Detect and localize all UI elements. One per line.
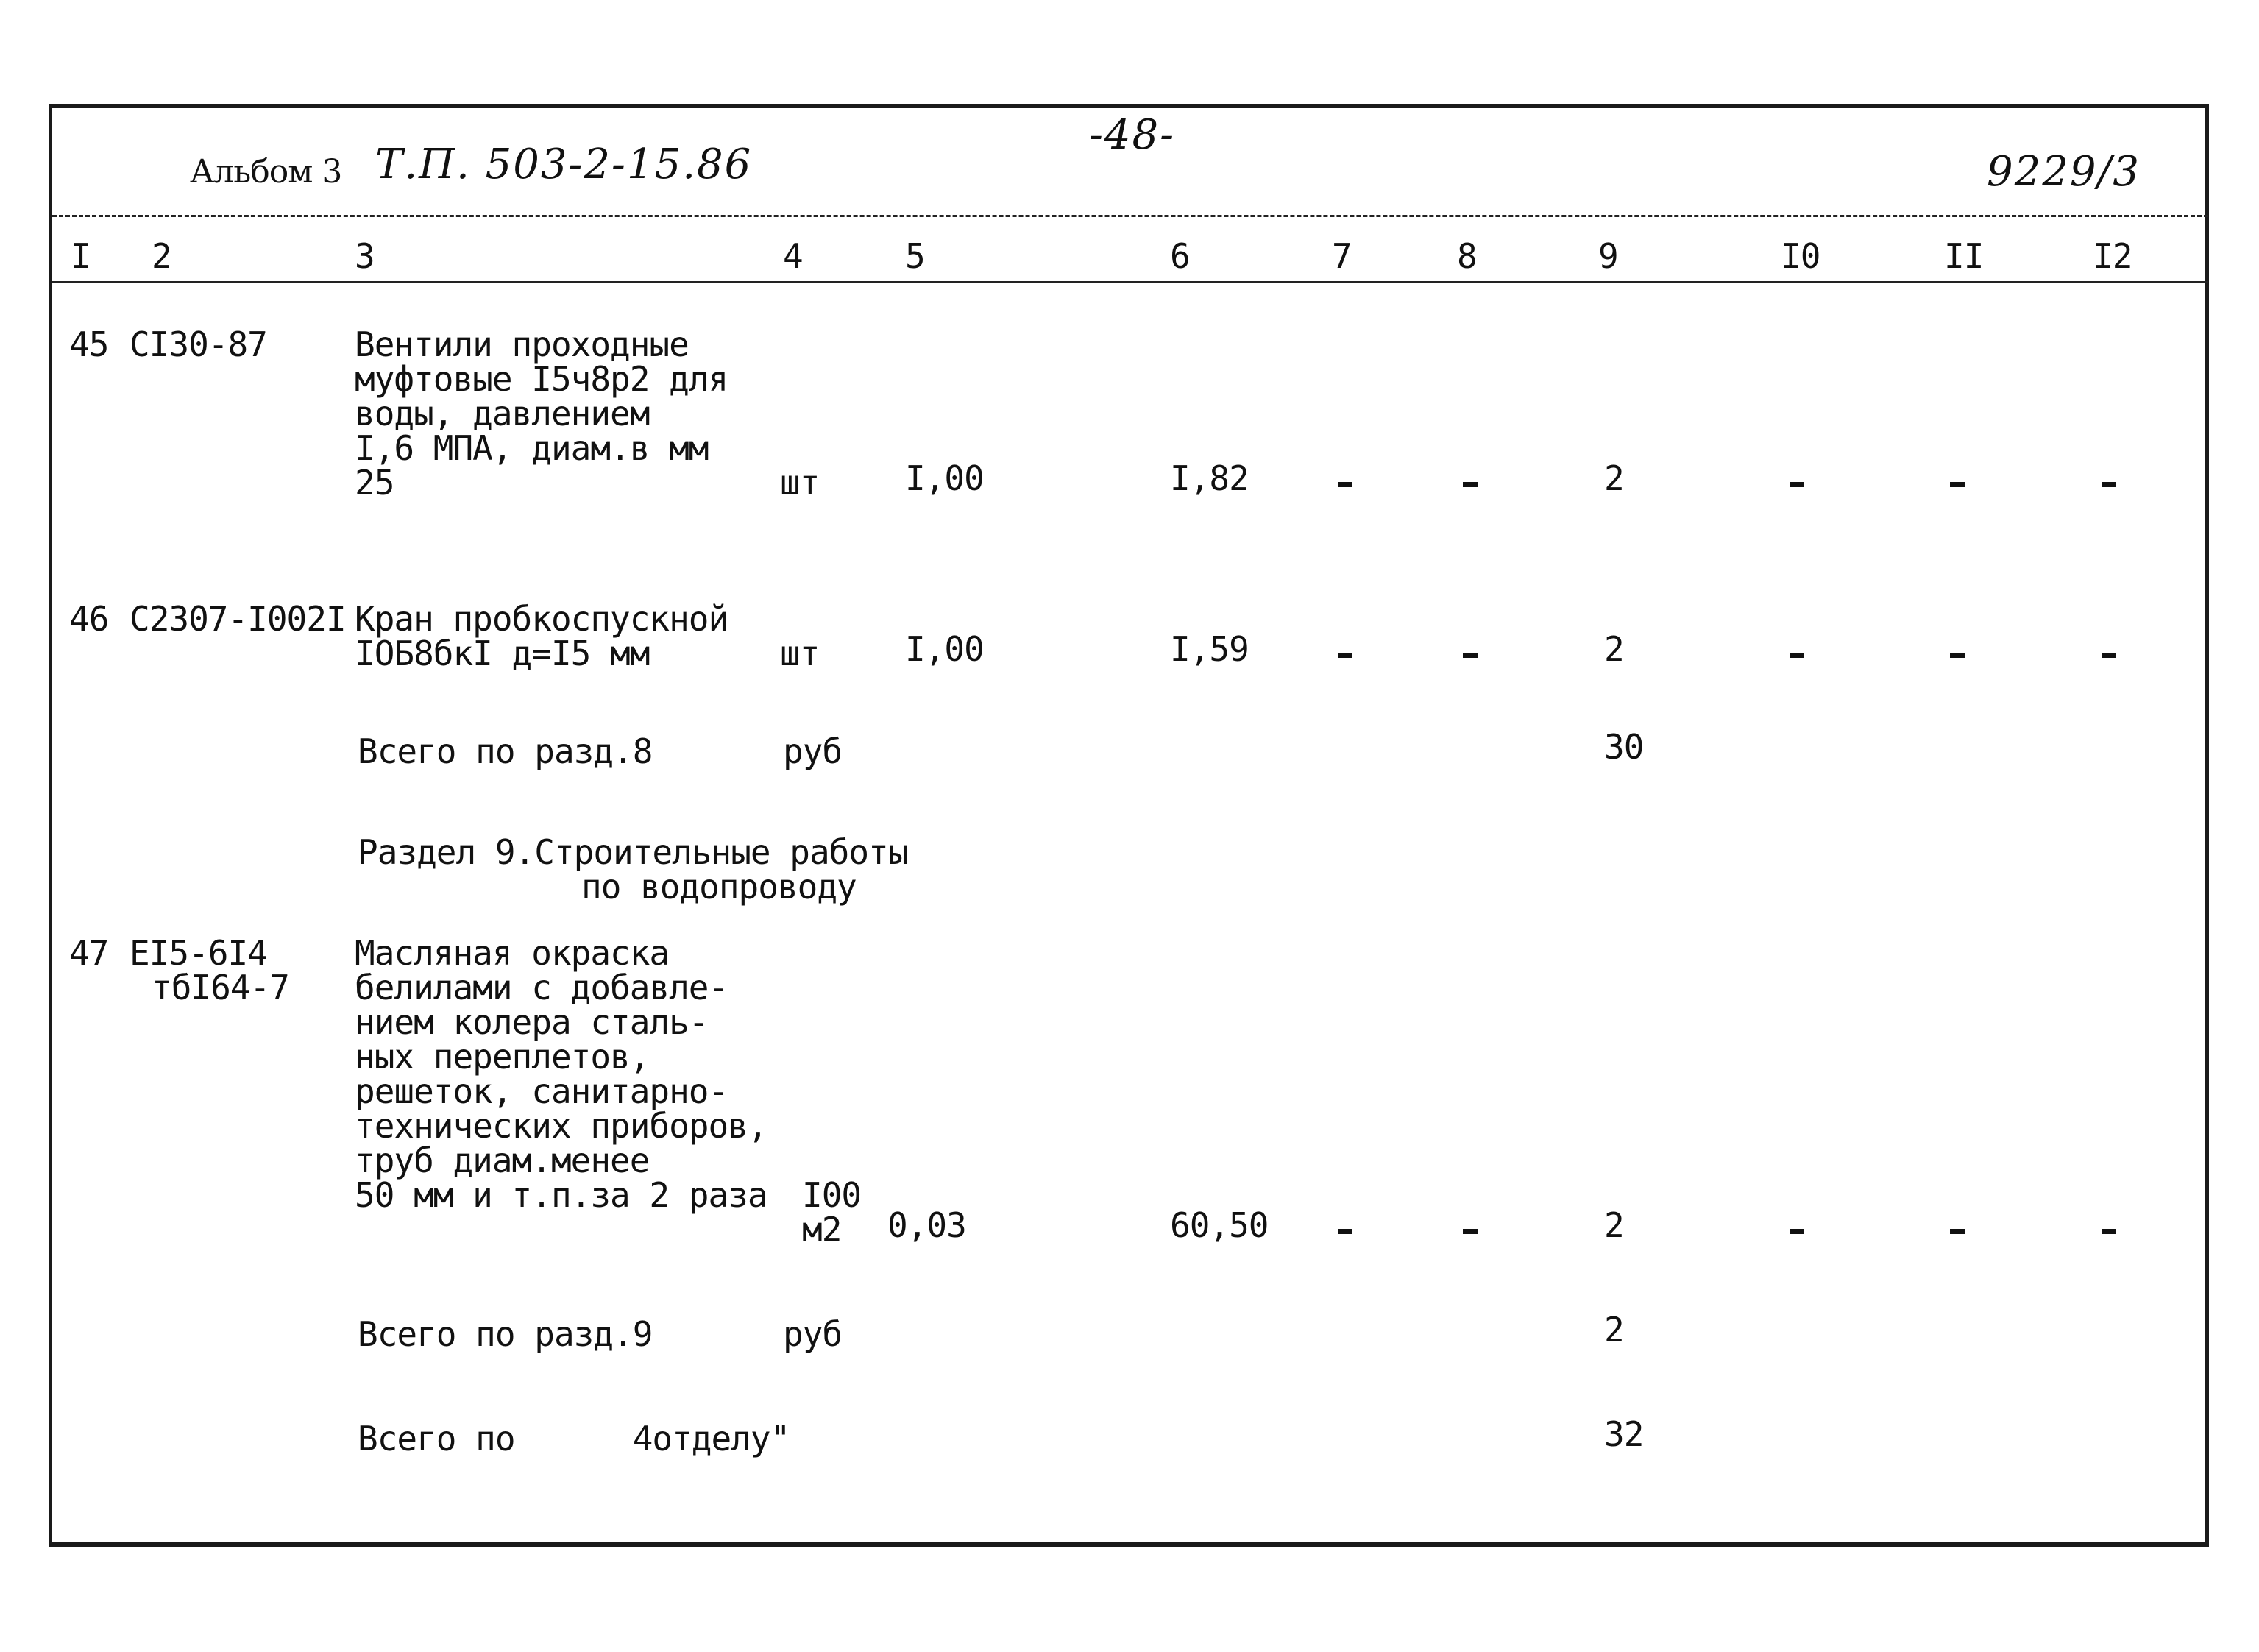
subtotal-value: 2 (1604, 1310, 1624, 1350)
grand-total-label: Всего по 4отделу" (358, 1419, 790, 1458)
row-description-line: Масляная окраска (355, 933, 670, 973)
col-10: I0 (1781, 236, 1820, 276)
row-c12-dash (2102, 653, 2116, 658)
row-price: I,82 (1170, 458, 1249, 498)
row-description-line: белилами с добавле- (355, 968, 728, 1007)
row-description-line: технических приборов, (355, 1106, 767, 1146)
project-code: Т.П. 503-2-15.86 (375, 141, 753, 188)
row-description-line: I,6 МПА, диам.в мм (355, 428, 709, 468)
row-description-line: решеток, санитарно- (355, 1071, 728, 1111)
row-c10-dash (1790, 653, 1804, 658)
row-c9: 2 (1604, 458, 1624, 498)
row-description-line: муфтовые I5ч8р2 для (355, 359, 728, 399)
row-quantity: 0,03 (887, 1205, 966, 1245)
row-unit: м2 (802, 1210, 842, 1249)
row-c8-dash (1463, 653, 1478, 658)
col-8: 8 (1457, 236, 1477, 276)
row-unit: I00 (802, 1175, 862, 1215)
row-c9: 2 (1604, 1205, 1624, 1245)
grand-total-value: 32 (1604, 1414, 1644, 1454)
subtotal-unit: руб (783, 1314, 843, 1354)
col-11: II (1944, 236, 1984, 276)
row-description-line: Кран пробкоспускной (355, 599, 728, 639)
subtotal-value: 30 (1604, 727, 1644, 767)
row-description-line: IОБ8бкI д=I5 мм (355, 634, 650, 673)
row-c12-dash (2102, 482, 2116, 487)
row-code-sub: тбI64-7 (152, 968, 289, 1007)
row-c8-dash (1463, 1229, 1478, 1234)
row-code: C2307-I002I (130, 599, 346, 639)
row-description-line: Вентили проходные (355, 325, 689, 364)
sheet-code: 9229/3 (1987, 148, 2141, 196)
col-2: 2 (152, 236, 171, 276)
row-unit: шт (780, 463, 820, 503)
row-description-line: 50 мм и т.п.за 2 раза (355, 1175, 767, 1215)
row-quantity: I,00 (905, 629, 984, 669)
row-description-line: нием колера сталь- (355, 1002, 709, 1042)
row-c8-dash (1463, 482, 1478, 487)
row-c7-dash (1338, 482, 1352, 487)
row-quantity: I,00 (905, 458, 984, 498)
subtotal-label: Всего по разд.8 (358, 731, 653, 771)
row-c10-dash (1790, 482, 1804, 487)
col-12: I2 (2093, 236, 2132, 276)
col-6: 6 (1170, 236, 1190, 276)
row-number: 47 (69, 933, 109, 973)
col-7: 7 (1332, 236, 1352, 276)
row-unit: шт (780, 634, 820, 673)
row-number: 45 (69, 325, 109, 364)
columns-rule (52, 281, 2208, 283)
subtotal-label: Всего по разд.9 (358, 1314, 653, 1354)
row-description-line: 25 (355, 463, 394, 503)
row-c7-dash (1338, 653, 1352, 658)
row-c9: 2 (1604, 629, 1624, 669)
row-number: 46 (69, 599, 109, 639)
col-4: 4 (783, 236, 803, 276)
row-c7-dash (1338, 1229, 1352, 1234)
row-price: 60,50 (1170, 1205, 1269, 1245)
col-3: 3 (355, 236, 375, 276)
row-c10-dash (1790, 1229, 1804, 1234)
section-heading-line: по водопроводу (581, 867, 857, 907)
row-description-line: труб диам.менее (355, 1141, 650, 1180)
row-description-line: воды, давлением (355, 394, 650, 433)
row-code: CI30-87 (130, 325, 267, 364)
row-description-line: ных переплетов, (355, 1037, 650, 1077)
row-c12-dash (2102, 1229, 2116, 1234)
section-heading-line: Раздел 9.Строительные работы (358, 832, 908, 872)
album-label: Альбом 3 (190, 153, 342, 191)
col-1: I (71, 236, 91, 276)
col-5: 5 (905, 236, 925, 276)
header-rule (52, 215, 2208, 217)
subtotal-unit: руб (783, 731, 843, 771)
row-c11-dash (1950, 1229, 1965, 1234)
col-9: 9 (1598, 236, 1618, 276)
row-price: I,59 (1170, 629, 1249, 669)
row-code: EI5-6I4 (130, 933, 267, 973)
page-number: -48- (1089, 111, 1176, 159)
row-c11-dash (1950, 653, 1965, 658)
row-c11-dash (1950, 482, 1965, 487)
